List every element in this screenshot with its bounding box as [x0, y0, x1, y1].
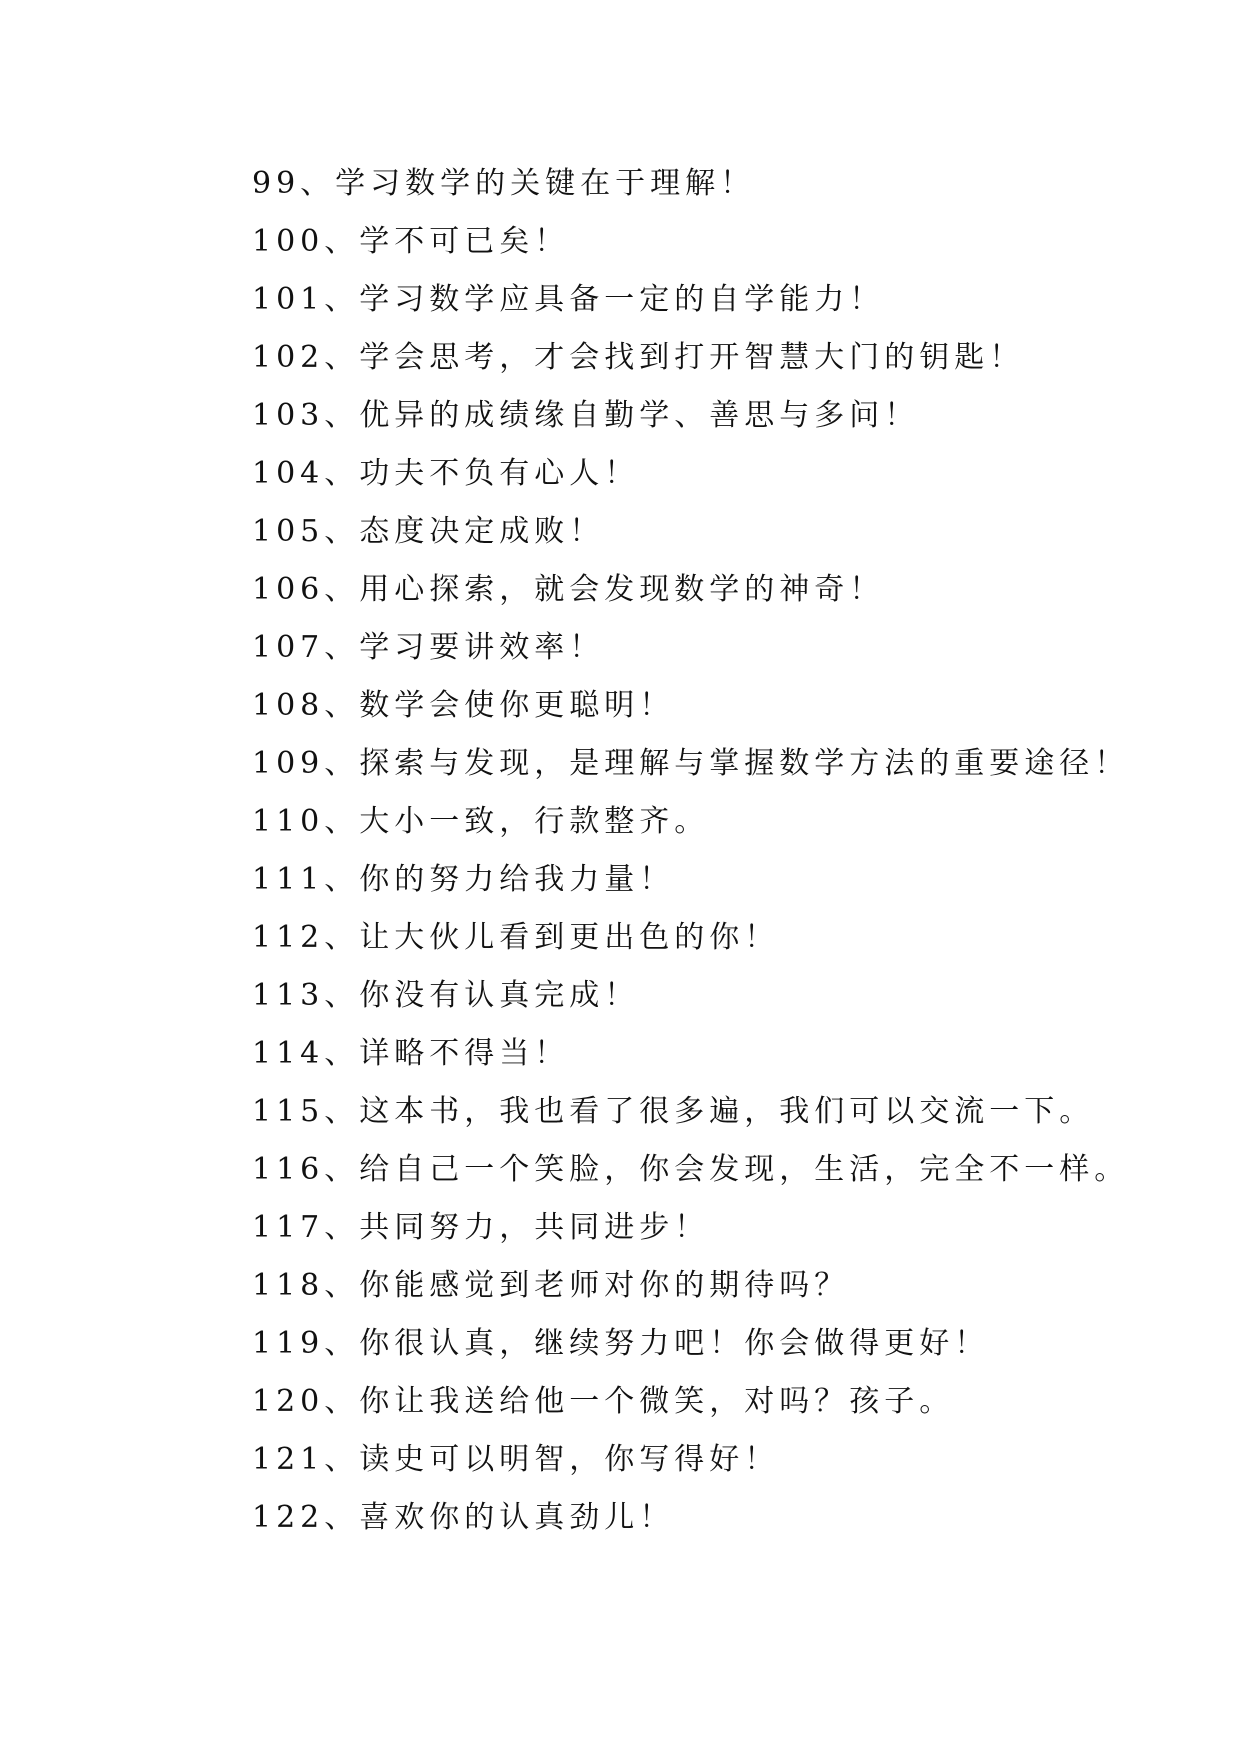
text-line: 119、你很认真，继续努力吧！你会做得更好！	[252, 1326, 990, 1361]
text-line: 106、用心探索，就会发现数学的神奇！	[252, 572, 885, 607]
text-line: 118、你能感觉到老师对你的期待吗？	[252, 1268, 850, 1303]
text-line: 122、喜欢你的认真劲儿！	[252, 1500, 675, 1535]
text-line: 104、功夫不负有心人！	[252, 456, 640, 491]
text-line: 101、学习数学应具备一定的自学能力！	[252, 282, 885, 317]
text-line: 113、你没有认真完成！	[252, 978, 640, 1013]
text-line: 103、优异的成绩缘自勤学、善思与多问！	[252, 398, 920, 433]
text-line: 114、详略不得当！	[252, 1036, 570, 1071]
text-line: 117、共同努力，共同进步！	[252, 1210, 710, 1245]
text-line: 112、让大伙儿看到更出色的你！	[252, 920, 780, 955]
text-line: 120、你让我送给他一个微笑，对吗？孩子。	[252, 1384, 955, 1419]
text-line: 115、这本书，我也看了很多遍，我们可以交流一下。	[252, 1094, 1095, 1129]
text-line: 102、学会思考，才会找到打开智慧大门的钥匙！	[252, 340, 1025, 375]
text-line: 108、数学会使你更聪明！	[252, 688, 675, 723]
text-line: 109、探索与发现，是理解与掌握数学方法的重要途径！	[252, 746, 1130, 781]
text-line: 107、学习要讲效率！	[252, 630, 605, 665]
text-line: 111、你的努力给我力量！	[252, 862, 675, 897]
text-line: 99、学习数学的关键在于理解！	[252, 166, 756, 201]
document-body	[252, 155, 1192, 1547]
text-line: 110、大小一致，行款整齐。	[252, 804, 710, 839]
text-line: 100、学不可已矣！	[252, 224, 570, 259]
text-line: 116、给自己一个笑脸，你会发现，生活，完全不一样。	[252, 1152, 1130, 1187]
text-line: 105、态度决定成败！	[252, 514, 605, 549]
text-line: 121、读史可以明智，你写得好！	[252, 1442, 780, 1477]
